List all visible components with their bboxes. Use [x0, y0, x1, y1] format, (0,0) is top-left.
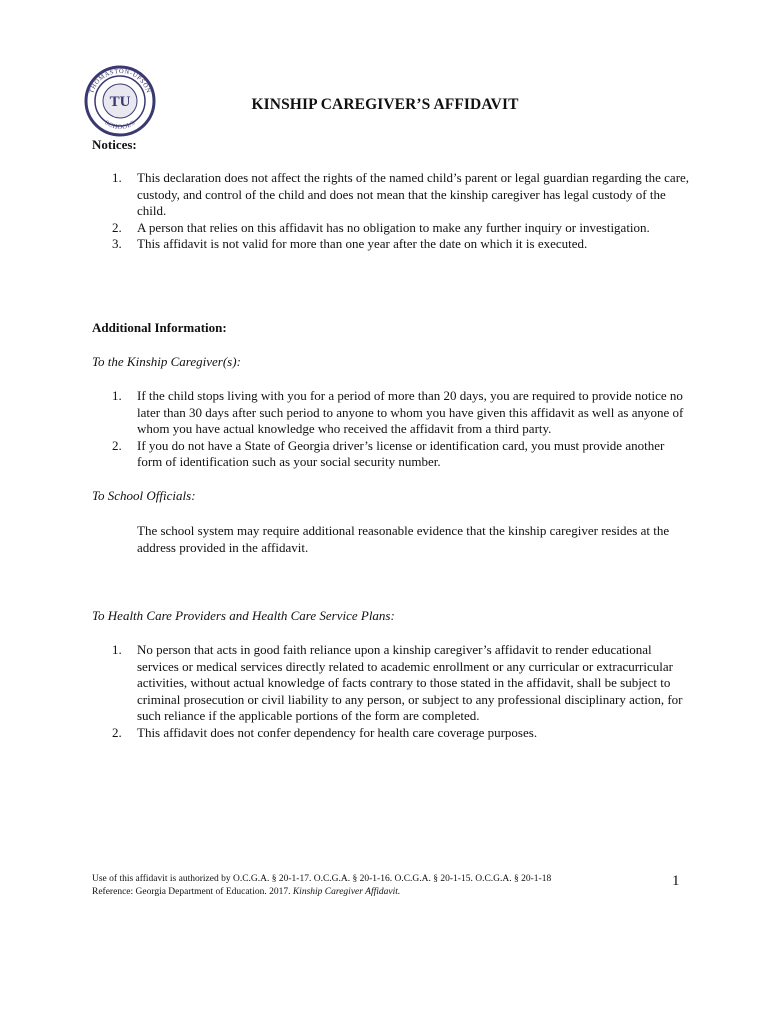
notices-heading: Notices:: [92, 137, 137, 152]
list-number: 2.: [112, 724, 122, 740]
seal-text-bottom: SCHOOLS: [103, 119, 137, 132]
school-officials-heading: To School Officials:: [92, 488, 196, 503]
list-text: A person that relies on this affidavit has no obligation to make any further inquiry or investigation.: [137, 219, 650, 235]
seal-monogram: TU: [109, 94, 131, 110]
footer-reference-title: Kinship Caregiver Affidavit.: [292, 887, 401, 897]
footer-line-1: Use of this affidavit is authorized by O.C.G.A. § 20-1-17. O.C.G.A. § 20-1-16. O.C.G.A. § 20-1-15. O.C.G.A. § 20-1-18: [92, 874, 552, 884]
health-care-list: [112, 642, 692, 741]
list-text: No person that acts in good faith reliance upon a kinship caregiver’s affidavit to render educational services or medical services directly related to academic enrollment or any curricular or extracurricular activities, without actual knowledge of facts contrary to those stated in the affidavit, shall be subject to criminal prosecution or civil liability to any person, or subject to any professional disciplinary action, for such reliance if the applicable portions of the form are completed.: [137, 642, 683, 723]
document-title: KINSHIP CAREGIVER’S AFFIDAVIT: [251, 96, 519, 113]
list-item: [112, 725, 692, 742]
list-text: This affidavit does not confer dependency for health care coverage purposes.: [137, 724, 538, 740]
school-officials-text: The school system may require additional reasonable evidence that the kinship caregiver resides at the address provided in the affidavit.: [137, 523, 670, 555]
list-number: 2.: [112, 219, 122, 235]
additional-info-heading: Additional Information:: [92, 320, 227, 335]
list-text: If the child stops living with you for a period of more than 20 days, you are required to provide notice no later than 30 days after such period to anyone to whom you have given this affidavit as well as anyone of whom you have actual knowledge who received the affidavit from a third party.: [137, 388, 684, 436]
list-number: 2.: [112, 437, 122, 453]
list-number: 1.: [112, 170, 122, 185]
list-item: [112, 220, 692, 237]
list-item: [112, 642, 692, 725]
list-number: 3.: [112, 236, 122, 251]
notices-list: [112, 170, 692, 253]
seal-text-top: THOMASTON-UPSON: [88, 67, 152, 95]
list-text: This affidavit is not valid for more than one year after the date on which it is executed.: [137, 236, 588, 251]
list-number: 1.: [112, 642, 122, 657]
footer-reference: Reference: Georgia Department of Education. 2017.: [92, 887, 293, 897]
footer-citation: [92, 873, 652, 899]
list-item: [112, 388, 692, 438]
list-item: [112, 236, 692, 253]
list-text: If you do not have a State of Georgia driver’s license or identification card, you must provide another form of identification such as your social security number.: [137, 437, 665, 469]
footer-line-2: [92, 886, 652, 899]
list-text: This declaration does not affect the rights of the named child’s parent or legal guardian regarding the care, custody, and control of the child and does not mean that the kinship caregiver has legal custody of the child.: [137, 170, 690, 218]
list-item: [112, 170, 692, 220]
page-number: 1: [672, 873, 680, 889]
caregiver-heading: To the Kinship Caregiver(s):: [92, 354, 241, 369]
list-number: 1.: [112, 388, 122, 403]
list-item: [112, 438, 692, 471]
caregiver-list: [112, 388, 692, 471]
health-care-heading: To Health Care Providers and Health Care Service Plans:: [92, 608, 395, 623]
